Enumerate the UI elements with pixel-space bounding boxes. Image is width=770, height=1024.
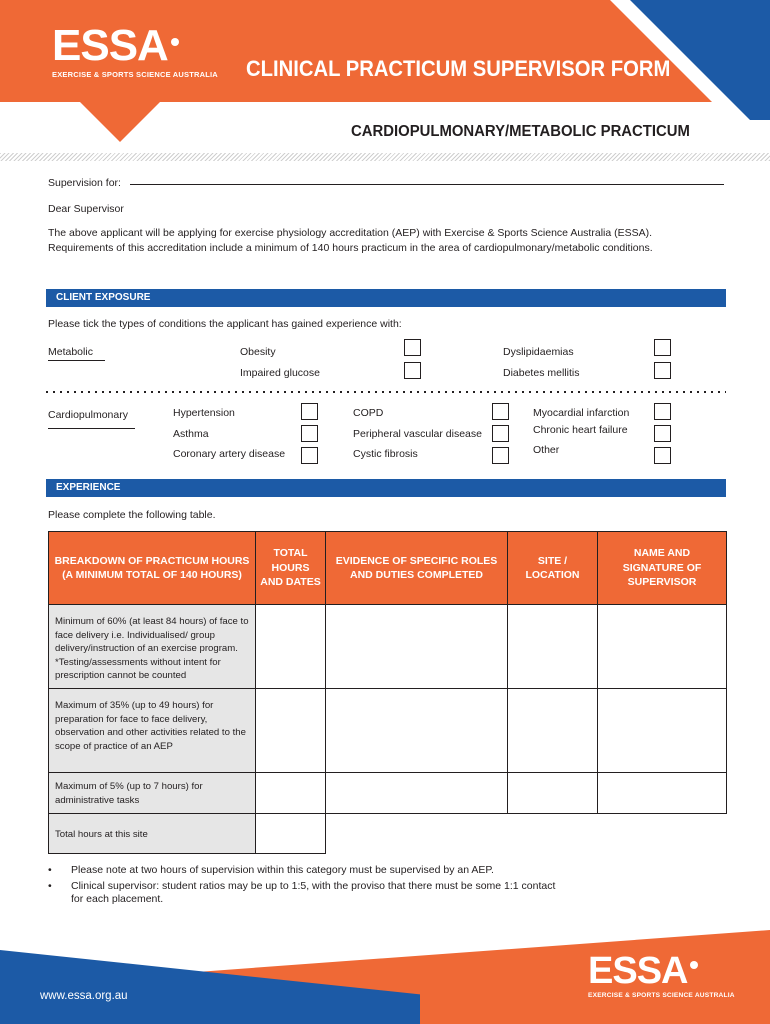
myocardial-infarction-checkbox[interactable] (654, 403, 671, 420)
supervision-for-label: Supervision for: (48, 177, 121, 189)
experience-table (48, 531, 727, 854)
table-row (49, 689, 727, 773)
client-exposure-instruction: Please tick the types of conditions the applicant has gained experience with: (48, 318, 402, 330)
intro-paragraph-line1: The above applicant will be applying for exercise physiology accreditation (AEP) with Exercise & Sports Science Australia (ESSA). (48, 227, 653, 239)
total-hours-cell[interactable] (256, 605, 326, 689)
greeting: Dear Supervisor (48, 203, 124, 215)
table-row (49, 814, 727, 854)
metabolic-label: Metabolic (48, 346, 93, 358)
supervision-for-field[interactable] (130, 184, 724, 185)
evidence-cell[interactable] (326, 605, 508, 689)
coronary-artery-disease-checkbox[interactable] (301, 447, 318, 464)
metabolic-underline (48, 360, 105, 361)
supervisor-cell[interactable] (598, 773, 727, 814)
footer-logo-subtitle: EXERCISE & SPORTS SCIENCE AUSTRALIA (588, 992, 735, 999)
condition-peripheral-vascular-disease: Peripheral vascular disease (353, 428, 482, 440)
bullet-icon: • (48, 864, 52, 876)
blank-cell (598, 814, 727, 854)
row-label-preparation: Maximum of 35% (up to 49 hours) for preparation for face to face delivery, observation and other activities related to the scope of practice of an AEP (49, 689, 256, 773)
logo-subtitle: EXERCISE & SPORTS SCIENCE AUSTRALIA (52, 70, 218, 79)
condition-cystic-fibrosis: Cystic fibrosis (353, 448, 418, 460)
condition-diabetes: Diabetes mellitis (503, 367, 580, 379)
col-header-evidence: EVIDENCE OF SPECIFIC ROLES AND DUTIES COMPLETED (326, 532, 508, 605)
condition-chronic-heart-failure: Chronic heart failure (533, 424, 628, 436)
site-cell[interactable] (508, 605, 598, 689)
total-hours-cell[interactable] (256, 773, 326, 814)
table-row (49, 605, 727, 689)
condition-impaired-glucose: Impaired glucose (240, 367, 320, 379)
col-header-breakdown: BREAKDOWN OF PRACTICUM HOURS (A MINIMUM TOTAL OF 140 HOURS) (49, 532, 256, 605)
condition-copd: COPD (353, 407, 384, 419)
asthma-checkbox[interactable] (301, 425, 318, 442)
header-notch (78, 100, 162, 142)
cardiopulmonary-underline (48, 428, 135, 429)
col-header-supervisor: NAME AND SIGNATURE OF SUPERVISOR (598, 532, 727, 605)
condition-obesity: Obesity (240, 346, 276, 358)
hypertension-checkbox[interactable] (301, 403, 318, 420)
dotted-separator (46, 391, 726, 393)
logo-dot-icon (171, 38, 179, 46)
website-link[interactable]: www.essa.org.au (40, 990, 128, 1002)
logo-dot-icon (690, 961, 698, 969)
footer-logo-text: ESSA (588, 950, 688, 992)
other-checkbox[interactable] (654, 447, 671, 464)
obesity-checkbox[interactable] (404, 339, 421, 356)
cardiopulmonary-label: Cardiopulmonary (48, 409, 128, 421)
evidence-cell[interactable] (326, 773, 508, 814)
condition-dyslipidaemias: Dyslipidaemias (503, 346, 574, 358)
client-exposure-heading: CLIENT EXPOSURE (46, 289, 726, 307)
blank-cell (508, 814, 598, 854)
supervisor-cell[interactable] (598, 605, 727, 689)
form-subtitle: CARDIOPULMONARY/METABOLIC PRACTICUM (351, 123, 690, 140)
copd-checkbox[interactable] (492, 403, 509, 420)
experience-heading: EXPERIENCE (46, 479, 726, 497)
dyslipidaemias-checkbox[interactable] (654, 339, 671, 356)
row-label-administrative: Maximum of 5% (up to 7 hours) for administrative tasks (49, 773, 256, 814)
chronic-heart-failure-checkbox[interactable] (654, 425, 671, 442)
total-hours-site-cell[interactable] (256, 814, 326, 854)
experience-instruction: Please complete the following table. (48, 509, 216, 521)
impaired-glucose-checkbox[interactable] (404, 362, 421, 379)
essa-logo (52, 21, 218, 79)
evidence-cell[interactable] (326, 689, 508, 773)
condition-asthma: Asthma (173, 428, 209, 440)
condition-hypertension: Hypertension (173, 407, 235, 419)
row-label-total-hours: Total hours at this site (49, 814, 256, 854)
condition-coronary-artery-disease: Coronary artery disease (173, 448, 286, 460)
form-title: CLINICAL PRACTICUM SUPERVISOR FORM (246, 56, 671, 81)
diabetes-checkbox[interactable] (654, 362, 671, 379)
note-ratio-line1: Clinical supervisor: student ratios may be up to 1:5, with the proviso that there must be some 1:1 contact (71, 880, 556, 892)
note-supervision: Please note at two hours of supervision within this category must be supervised by an AEP. (71, 864, 494, 876)
condition-other: Other (533, 444, 560, 456)
intro-paragraph-line2: Requirements of this accreditation include a minimum of 140 hours practicum in the area of cardiopulmonary/metabolic conditions. (48, 242, 653, 254)
footer-essa-logo (588, 952, 735, 999)
total-hours-cell[interactable] (256, 689, 326, 773)
supervisor-cell[interactable] (598, 689, 727, 773)
site-cell[interactable] (508, 773, 598, 814)
logo-text: ESSA (52, 21, 168, 70)
bullet-icon: • (48, 880, 52, 892)
row-label-face-to-face: Minimum of 60% (at least 84 hours) of face to face delivery i.e. Individualised/ group delivery/instruction of an exercise program. *Testing/assessments without intent for prescription cannot be counted (49, 605, 256, 689)
blank-cell (326, 814, 508, 854)
peripheral-vascular-disease-checkbox[interactable] (492, 425, 509, 442)
table-row (49, 773, 727, 814)
col-header-total-hours: TOTAL HOURS AND DATES (256, 532, 326, 605)
hatched-divider (0, 153, 770, 161)
site-cell[interactable] (508, 689, 598, 773)
col-header-site: SITE / LOCATION (508, 532, 598, 605)
note-ratio-line2: for each placement. (71, 893, 164, 905)
condition-myocardial-infarction: Myocardial infarction (533, 407, 630, 419)
cystic-fibrosis-checkbox[interactable] (492, 447, 509, 464)
table-header-row (49, 532, 727, 605)
